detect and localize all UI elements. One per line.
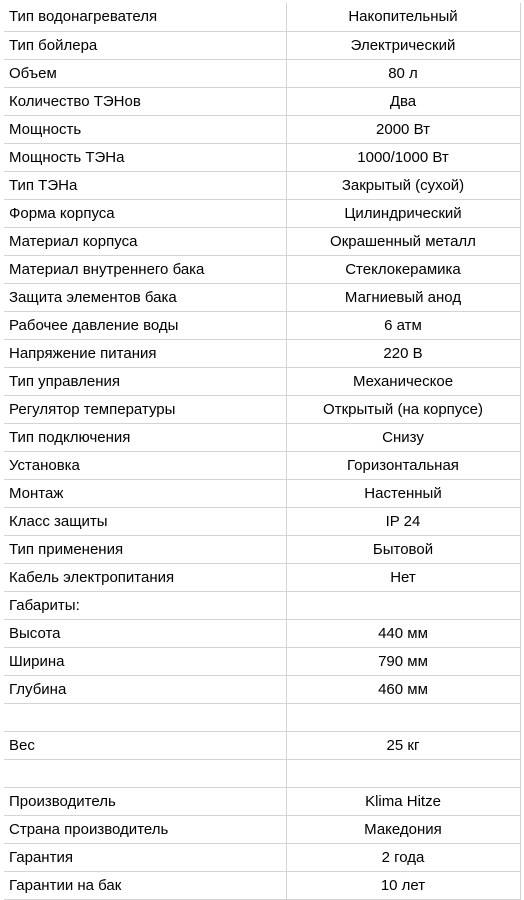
property-name-cell: Тип применения xyxy=(4,535,286,563)
table-row xyxy=(4,283,520,311)
property-value-cell: Настенный xyxy=(286,479,520,507)
table-row xyxy=(4,619,520,647)
property-value-cell: Окрашенный металл xyxy=(286,227,520,255)
table-row xyxy=(4,143,520,171)
property-name-cell: Класс защиты xyxy=(4,507,286,535)
property-name-cell: Защита элементов бака xyxy=(4,283,286,311)
table-row xyxy=(4,759,520,787)
property-value-cell: Klima Hitze xyxy=(286,787,520,815)
spec-table xyxy=(4,3,521,900)
table-row xyxy=(4,227,520,255)
table-row xyxy=(4,591,520,619)
table-row xyxy=(4,3,520,31)
property-name-cell: Мощность xyxy=(4,115,286,143)
table-row xyxy=(4,395,520,423)
property-name-cell: Производитель xyxy=(4,787,286,815)
table-row xyxy=(4,815,520,843)
property-value-cell: Стеклокерамика xyxy=(286,255,520,283)
property-name-cell: Тип ТЭНа xyxy=(4,171,286,199)
property-value-cell: Македония xyxy=(286,815,520,843)
property-name-cell: Высота xyxy=(4,619,286,647)
table-row xyxy=(4,703,520,731)
table-row xyxy=(4,843,520,871)
property-value-cell: Два xyxy=(286,87,520,115)
property-value-cell: 6 атм xyxy=(286,311,520,339)
table-row xyxy=(4,31,520,59)
property-name-cell: Тип водонагревателя xyxy=(4,3,286,31)
property-name-cell: Кабель электропитания xyxy=(4,563,286,591)
property-name-cell: Тип управления xyxy=(4,367,286,395)
property-value-cell: Снизу xyxy=(286,423,520,451)
property-value-cell: 2000 Вт xyxy=(286,115,520,143)
property-value-cell xyxy=(286,759,520,787)
table-row xyxy=(4,339,520,367)
property-value-cell: Механическое xyxy=(286,367,520,395)
property-value-cell: Закрытый (сухой) xyxy=(286,171,520,199)
property-value-cell: 25 кг xyxy=(286,731,520,759)
property-name-cell: Страна производитель xyxy=(4,815,286,843)
property-name-cell xyxy=(4,759,286,787)
property-name-cell: Гарантии на бак xyxy=(4,871,286,899)
table-row xyxy=(4,423,520,451)
table-row xyxy=(4,115,520,143)
table-row xyxy=(4,171,520,199)
table-row xyxy=(4,563,520,591)
property-name-cell xyxy=(4,703,286,731)
table-row xyxy=(4,479,520,507)
property-value-cell: 80 л xyxy=(286,59,520,87)
property-name-cell: Мощность ТЭНа xyxy=(4,143,286,171)
property-name-cell: Напряжение питания xyxy=(4,339,286,367)
property-value-cell: 1000/1000 Вт xyxy=(286,143,520,171)
property-value-cell: Открытый (на корпусе) xyxy=(286,395,520,423)
table-row xyxy=(4,367,520,395)
property-value-cell: 10 лет xyxy=(286,871,520,899)
table-row xyxy=(4,199,520,227)
table-row xyxy=(4,647,520,675)
property-name-cell: Регулятор температуры xyxy=(4,395,286,423)
property-name-cell: Объем xyxy=(4,59,286,87)
property-name-cell: Монтаж xyxy=(4,479,286,507)
property-name-cell: Вес xyxy=(4,731,286,759)
property-value-cell: IP 24 xyxy=(286,507,520,535)
property-value-cell: Нет xyxy=(286,563,520,591)
property-value-cell: 2 года xyxy=(286,843,520,871)
property-name-cell: Ширина xyxy=(4,647,286,675)
property-value-cell: Накопительный xyxy=(286,3,520,31)
property-name-cell: Материал внутреннего бака xyxy=(4,255,286,283)
property-value-cell: Бытовой xyxy=(286,535,520,563)
property-name-cell: Тип бойлера xyxy=(4,31,286,59)
property-value-cell: 220 В xyxy=(286,339,520,367)
table-row xyxy=(4,87,520,115)
property-name-cell: Количество ТЭНов xyxy=(4,87,286,115)
property-name-cell: Гарантия xyxy=(4,843,286,871)
table-row xyxy=(4,451,520,479)
table-row xyxy=(4,535,520,563)
table-row xyxy=(4,787,520,815)
property-name-cell: Материал корпуса xyxy=(4,227,286,255)
property-value-cell xyxy=(286,591,520,619)
property-value-cell: 460 мм xyxy=(286,675,520,703)
property-name-cell: Установка xyxy=(4,451,286,479)
property-name-cell: Рабочее давление воды xyxy=(4,311,286,339)
property-value-cell: 790 мм xyxy=(286,647,520,675)
property-value-cell: Магниевый анод xyxy=(286,283,520,311)
property-name-cell: Глубина xyxy=(4,675,286,703)
table-row xyxy=(4,255,520,283)
property-value-cell: 440 мм xyxy=(286,619,520,647)
property-value-cell: Цилиндрический xyxy=(286,199,520,227)
property-name-cell: Габариты: xyxy=(4,591,286,619)
property-name-cell: Форма корпуса xyxy=(4,199,286,227)
property-value-cell xyxy=(286,703,520,731)
spec-table-body xyxy=(4,3,520,899)
table-row xyxy=(4,507,520,535)
table-row xyxy=(4,675,520,703)
table-row xyxy=(4,731,520,759)
table-row xyxy=(4,871,520,899)
property-value-cell: Электрический xyxy=(286,31,520,59)
table-row xyxy=(4,59,520,87)
table-row xyxy=(4,311,520,339)
property-name-cell: Тип подключения xyxy=(4,423,286,451)
property-value-cell: Горизонтальная xyxy=(286,451,520,479)
